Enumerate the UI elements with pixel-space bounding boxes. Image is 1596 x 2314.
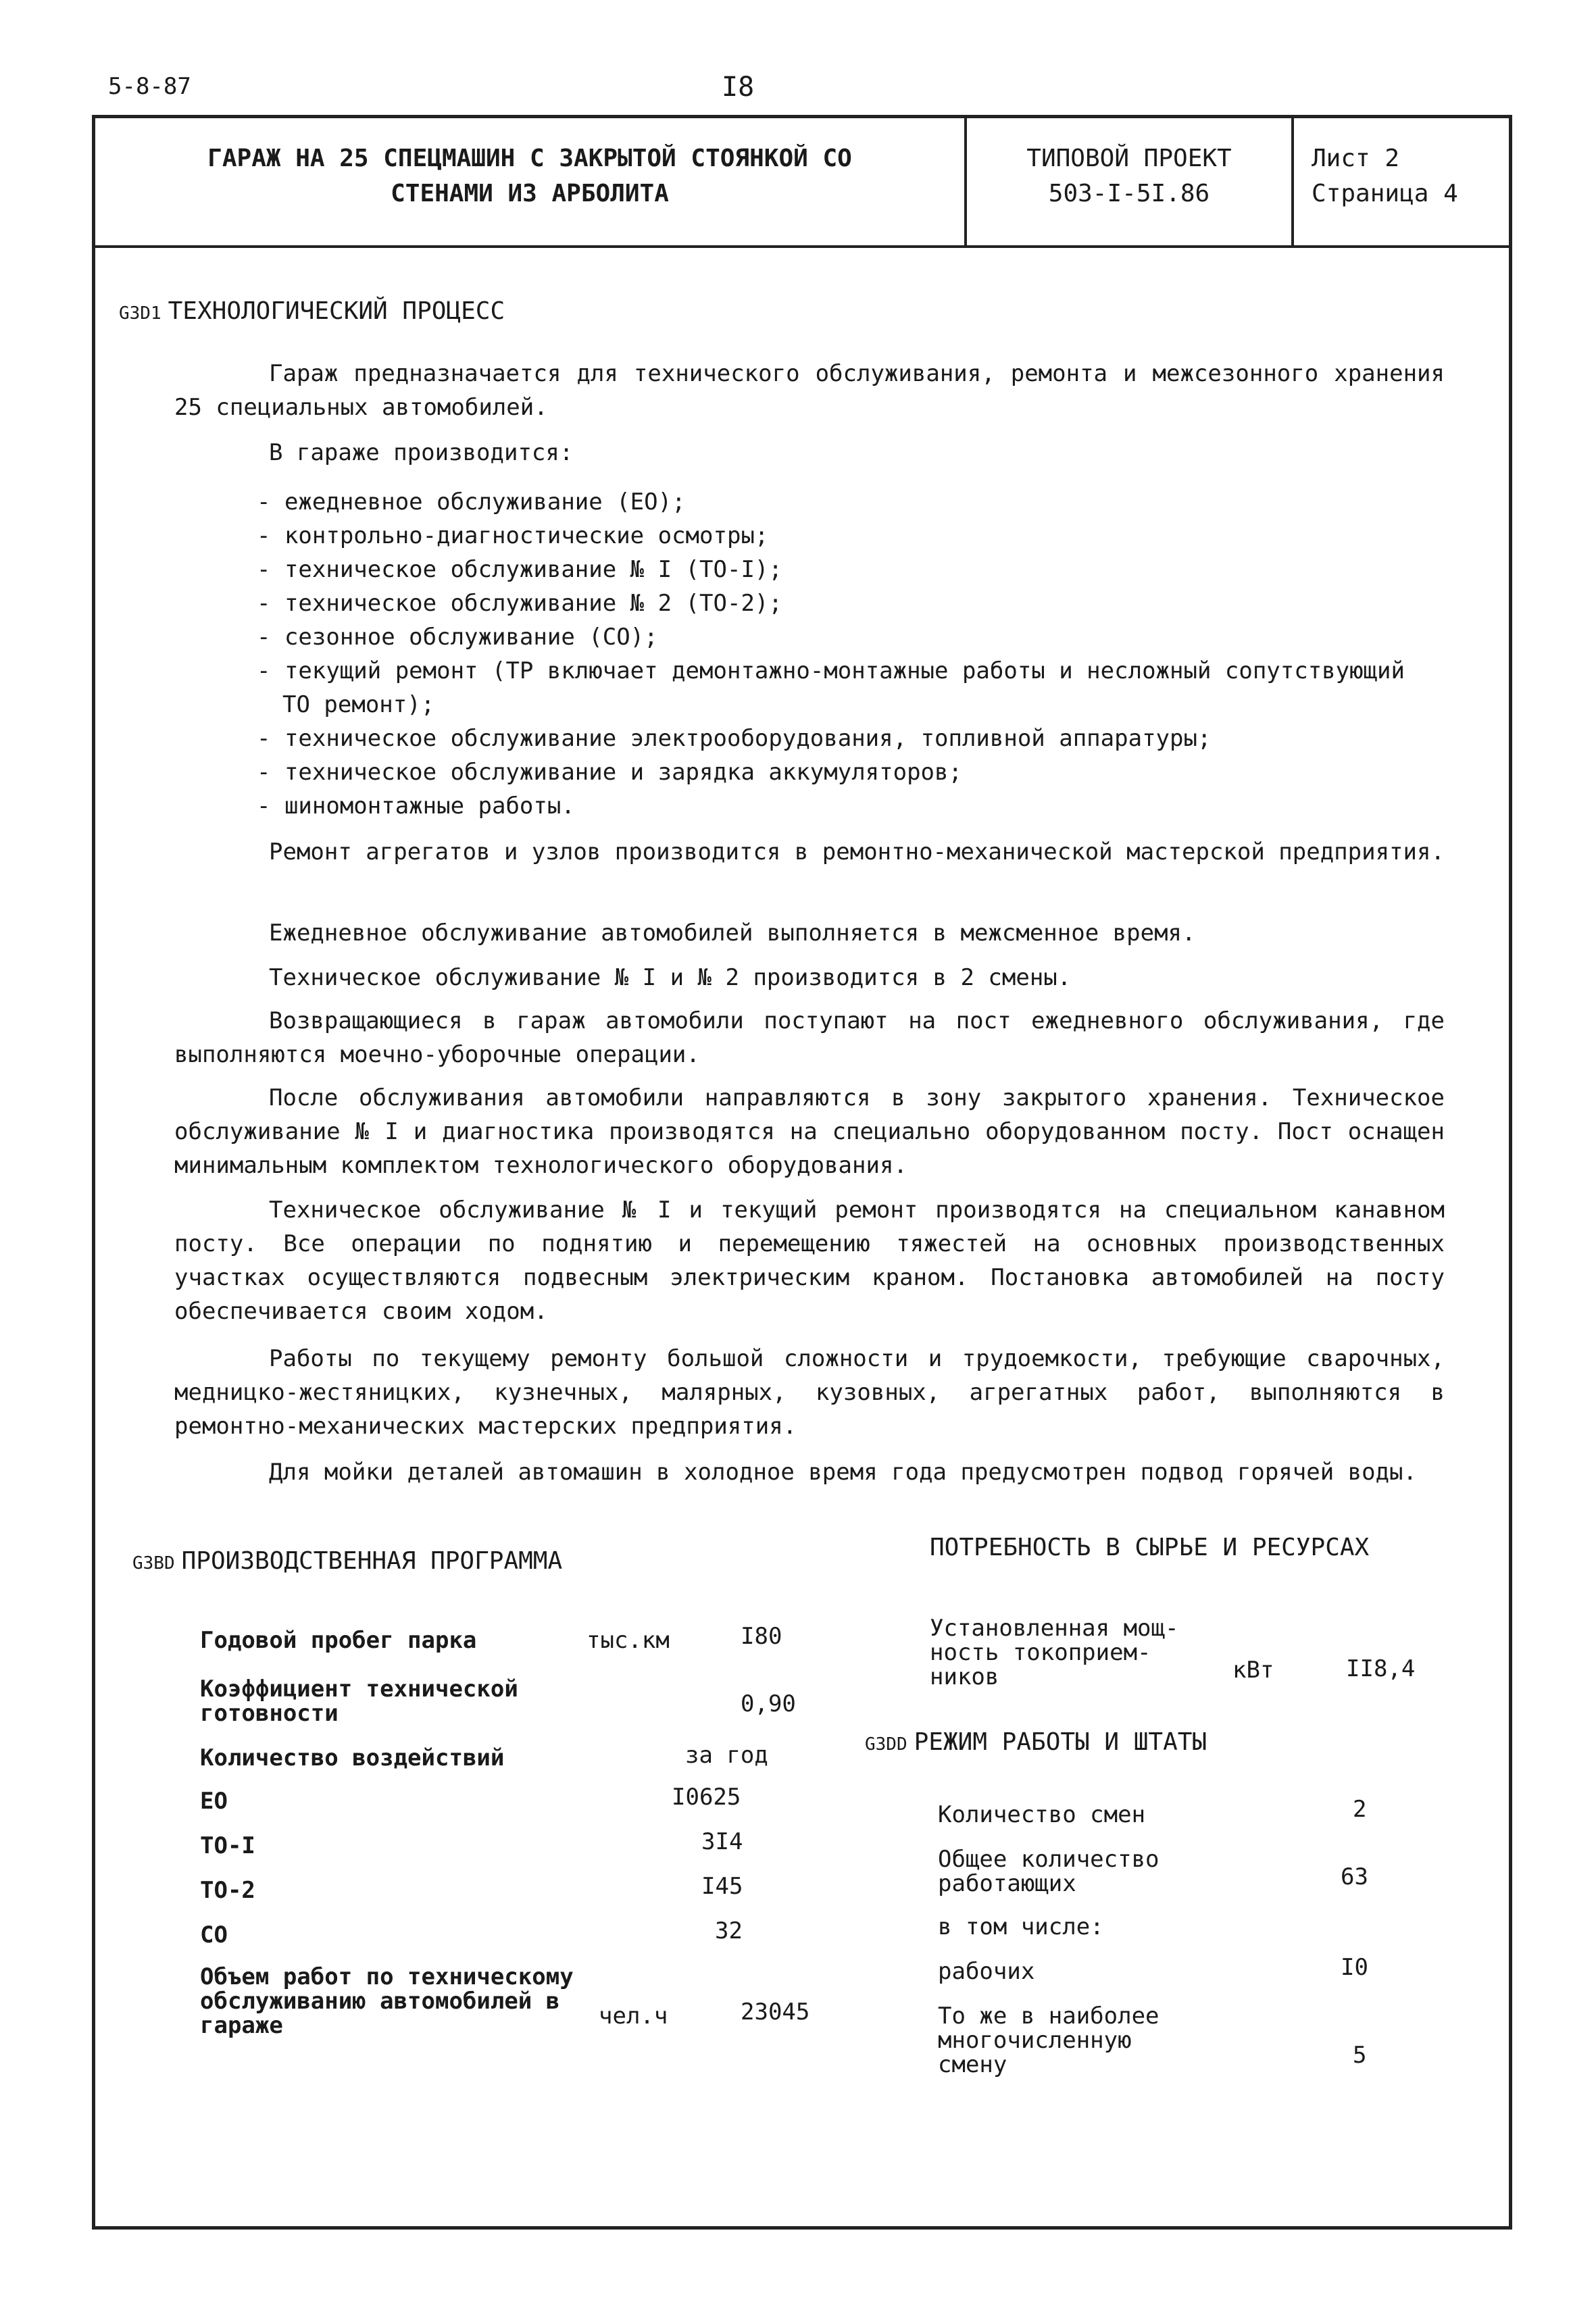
mileage-unit: тыс.км [587,1627,670,1654]
list-item: - ежедневное обслуживание (ЕО); [257,488,686,515]
table-row-value: I0625 [672,1784,741,1811]
shifts-value: 2 [1353,1796,1367,1823]
section-title-staff: G3DD РЕЖИМ РАБОТЫ И ШТАТЫ [865,1728,1207,1756]
busiest-shift-value: 5 [1353,2042,1367,2069]
header-divider [95,245,1509,248]
including-label: в том числе: [938,1913,1104,1940]
project-label: ТИПОВОЙ ПРОЕКТ [1026,145,1232,172]
list-item: - техническое обслуживание № I (ТО-I); [257,556,782,583]
table-row-value: 32 [715,1917,743,1944]
coef-value: 0,90 [741,1690,796,1717]
shifts-label: Количество смен [938,1801,1146,1828]
paragraph-to: Техническое обслуживание № I и № 2 производится в 2 смены. [269,964,1072,991]
volume-unit: чел.ч [599,2003,668,2030]
volume-value: 23045 [741,1998,810,2026]
list-item: - техническое обслуживание электрооборудования, топливной аппаратуры; [257,725,1212,752]
impacts-label: Количество воздействий [200,1744,505,1771]
section-code: G3D1 [119,303,161,324]
list-item: - техническое обслуживание и зарядка аккумуляторов; [257,759,962,786]
impacts-unit: за год [685,1742,768,1769]
page-label: Страница 4 [1312,180,1458,207]
table-row-value: 3I4 [701,1828,743,1855]
project-number: 503-I-5I.86 [1048,180,1210,207]
list-item: - сезонное обслуживание (СО); [257,624,658,651]
section-title-process: G3D1 ТЕХНОЛОГИЧЕСКИЙ ПРОЦЕСС [119,297,505,325]
paragraph-works: Работы по текущему ремонту большой сложности и трудоемкости, требующие сварочных, медницко-жестяницких, кузнечных, малярных, кузовных, агрегатных работ, выполняются в ремонтно-механических мастерских предприятия. [174,1345,1445,1440]
paragraph-intro: Гараж предназначается для технического обслуживания, ремонта и межсезонного хранения 25 специальных автомобилей. [174,360,1445,421]
page-number: I8 [722,72,755,103]
section-title-program: G3BD ПРОИЗВОДСТВЕННАЯ ПРОГРАММА [132,1547,563,1575]
table-row-name: ТО-I [200,1832,255,1859]
table-row-name: ЕО [200,1788,228,1815]
sheet-block [1312,141,1458,211]
list-item: - шиномонтажные работы. [257,793,575,820]
section-title-resources: ПОТРЕБНОСТЬ В СЫРЬЕ И РЕСУРСАХ [930,1534,1370,1561]
busiest-shift-label: То же в наиболее многочисленную смену [938,2003,1159,2078]
table-row-value: I45 [701,1873,743,1900]
mileage-value: I80 [741,1623,782,1650]
table-row-name: СО [200,1921,228,1948]
section-code: G3DD [865,1734,907,1755]
workers-label: Общее количество работающих [938,1846,1159,1897]
section-code: G3BD [132,1553,175,1574]
laborers-label: рабочих [938,1958,1035,1985]
paragraph-wash: Для мойки деталей автомашин в холодное время года предусмотрен подвод горячей воды. [269,1459,1417,1486]
document-title: ГАРАЖ НА 25 СПЕЦМАШИН С ЗАКРЫТОЙ СТОЯНКОЙ СО СТЕНАМИ ИЗ АРБОЛИТА [207,145,852,207]
power-unit: кВт [1232,1657,1274,1684]
document-code: 5-8-87 [108,73,191,100]
sheet-label: Лист 2 [1312,145,1400,172]
paragraph-return: Возвращающиеся в гараж автомобили поступают на пост ежедневного обслуживания, где выполняются моечно-уборочные операции. [174,1007,1445,1068]
laborers-value: I0 [1341,1954,1368,1981]
paragraph-to1: Техническое обслуживание № I и текущий ремонт производятся на специальном канавном посту. Все операции по поднятию и перемещению тяжестей на основных производственных участках осуществляются подвесным электрическим краном. Постановка автомобилей на посту обеспечивается своим ходом. [174,1197,1445,1325]
power-label: Установленная мощ- ность токоприем- ников [930,1615,1179,1690]
list-item: - контрольно-диагностические осмотры; [257,522,769,549]
services-list [257,485,1446,823]
list-item: - техническое обслуживание № 2 (ТО-2); [257,590,782,617]
list-intro: В гараже производится: [269,439,574,466]
coef-label: Коэффициент технической готовности [200,1676,518,1727]
table-row-name: ТО-2 [200,1877,255,1904]
header-col-divider-2 [1291,118,1294,245]
paragraph-repair: Ремонт агрегатов и узлов производится в ремонтно-механической мастерской предприятия. [269,838,1445,865]
project-block [967,141,1291,211]
volume-label: Объем работ по техническому обслуживанию автомобилей в гараже [200,1963,574,2039]
power-value: II8,4 [1346,1655,1416,1682]
workers-value: 63 [1341,1863,1368,1890]
list-item: - текущий ремонт (ТР включает демонтажно-монтажные работы и несложный сопутствующий ТО ремонт); [257,657,1405,718]
paragraph-daily: Ежедневное обслуживание автомобилей выполняется в межсменное время. [269,920,1196,947]
mileage-label: Годовой пробег парка [200,1627,477,1654]
paragraph-after: После обслуживания автомобили направляются в зону закрытого хранения. Техническое обслуживание № I и диагностика производятся на специально оборудованном посту. Пост оснащен минимальным комплектом технологического оборудования. [174,1084,1445,1179]
